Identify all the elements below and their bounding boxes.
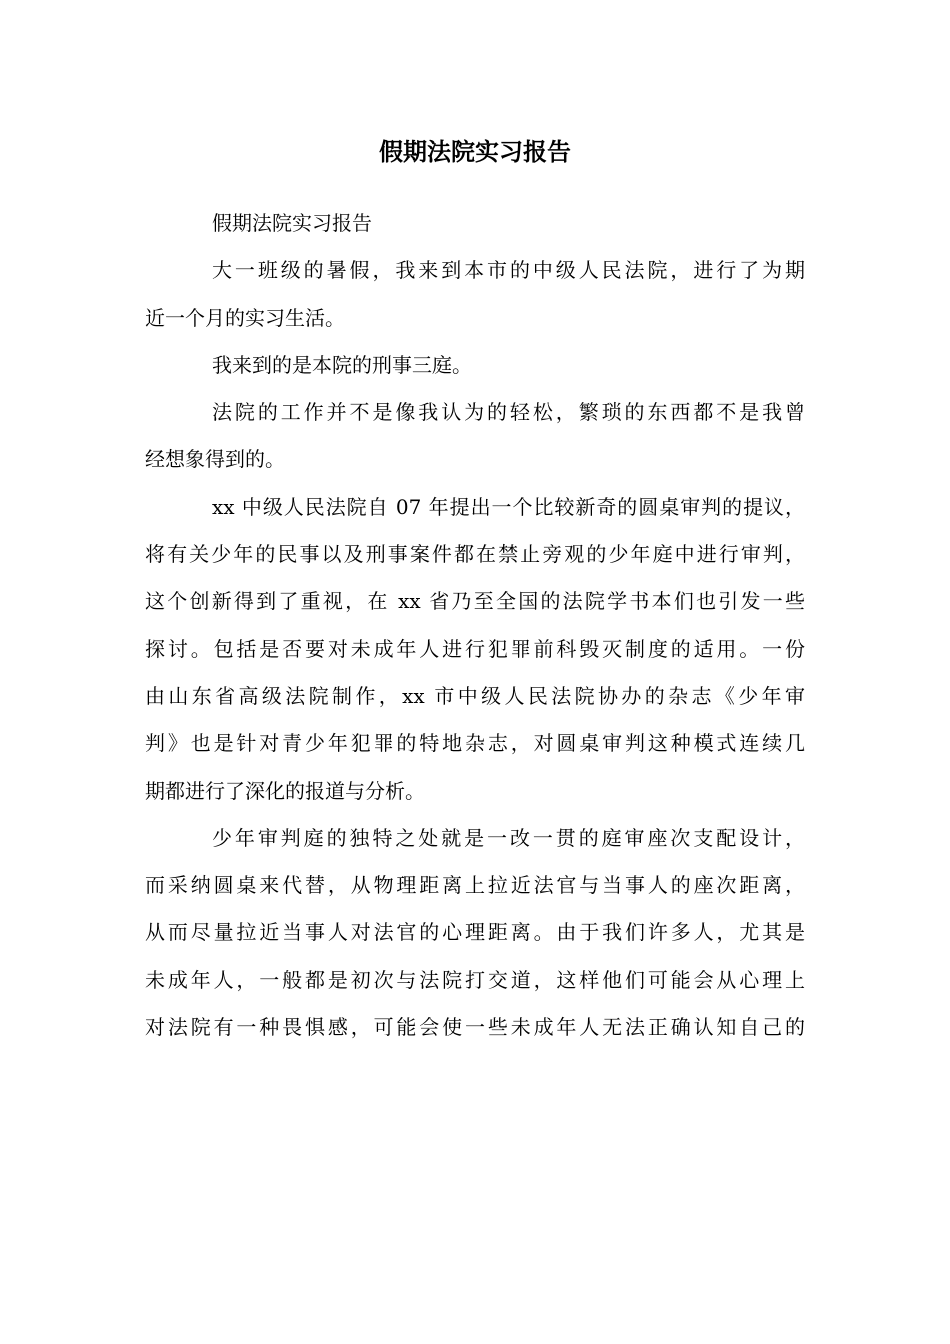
body-line: 我来到的是本院的刑事三庭。 <box>212 352 472 377</box>
body-line: 近一个月的实习生活。 <box>145 305 345 330</box>
body-line: 期都进行了深化的报道与分析。 <box>145 778 425 803</box>
body-line: 探讨。包括是否要对未成年人进行犯罪前科毁灭制度的适用。一份 <box>145 636 805 661</box>
body-line: 由山东省高级法院制作，xx 市中级人民法院协办的杂志《少年审 <box>145 683 805 708</box>
body-line: 未成年人，一般都是初次与法院打交道，这样他们可能会从心理上 <box>145 967 805 992</box>
document-title: 假期法院实习报告 <box>379 137 571 166</box>
body-line: 将有关少年的民事以及刑事案件都在禁止旁观的少年庭中进行审判， <box>145 542 805 567</box>
body-line: 对法院有一种畏惧感，可能会使一些未成年人无法正确认知自己的 <box>145 1015 805 1040</box>
body-line: 法院的工作并不是像我认为的轻松，繁琐的东西都不是我曾 <box>212 400 805 425</box>
body-line: 少年审判庭的独特之处就是一改一贯的庭审座次支配设计， <box>212 825 805 850</box>
body-line: 这个创新得到了重视，在 xx 省乃至全国的法院学书本们也引发一些 <box>145 589 805 614</box>
body-line: 而采纳圆桌来代替，从物理距离上拉近法官与当事人的座次距离， <box>145 873 805 898</box>
body-line: 从而尽量拉近当事人对法官的心理距离。由于我们许多人，尤其是 <box>145 920 805 945</box>
body-line: 经想象得到的。 <box>145 447 285 472</box>
document-body <box>145 200 805 1051</box>
body-line: 大一班级的暑假，我来到本市的中级人民法院，进行了为期 <box>212 258 805 283</box>
body-line: 假期法院实习报告 <box>212 211 372 235</box>
body-line: xx 中级人民法院自 07 年提出一个比较新奇的圆桌审判的提议， <box>212 494 805 519</box>
body-line: 判》也是针对青少年犯罪的特地杂志，对圆桌审判这种模式连续几 <box>145 731 805 756</box>
